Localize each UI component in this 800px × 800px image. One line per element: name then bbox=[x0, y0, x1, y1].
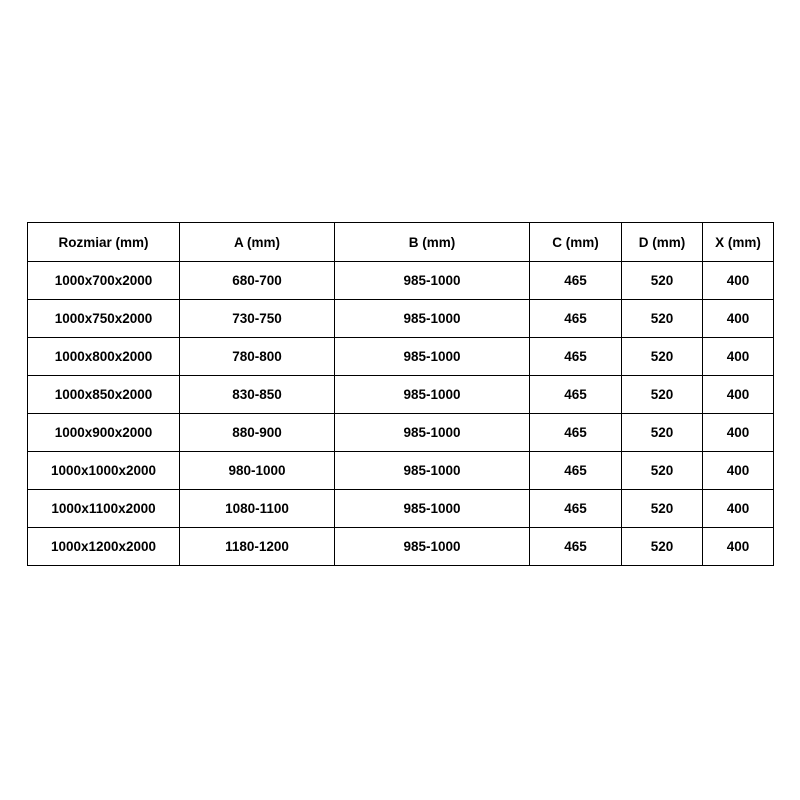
cell-b: 985-1000 bbox=[335, 414, 530, 452]
cell-d: 520 bbox=[622, 528, 703, 566]
cell-size: 1000x700x2000 bbox=[28, 262, 180, 300]
cell-b: 985-1000 bbox=[335, 376, 530, 414]
table-row bbox=[28, 452, 774, 490]
cell-size: 1000x900x2000 bbox=[28, 414, 180, 452]
column-header-size: Rozmiar (mm) bbox=[28, 223, 180, 262]
cell-size: 1000x1000x2000 bbox=[28, 452, 180, 490]
cell-b: 985-1000 bbox=[335, 338, 530, 376]
cell-x: 400 bbox=[703, 262, 774, 300]
table-header-row bbox=[28, 223, 774, 262]
cell-size: 1000x800x2000 bbox=[28, 338, 180, 376]
cell-d: 520 bbox=[622, 490, 703, 528]
cell-c: 465 bbox=[530, 262, 622, 300]
cell-c: 465 bbox=[530, 338, 622, 376]
cell-a: 830-850 bbox=[180, 376, 335, 414]
table-row bbox=[28, 376, 774, 414]
cell-size: 1000x850x2000 bbox=[28, 376, 180, 414]
table-row bbox=[28, 338, 774, 376]
table-body bbox=[28, 262, 774, 566]
cell-c: 465 bbox=[530, 452, 622, 490]
cell-c: 465 bbox=[530, 376, 622, 414]
cell-x: 400 bbox=[703, 528, 774, 566]
cell-d: 520 bbox=[622, 414, 703, 452]
cell-x: 400 bbox=[703, 414, 774, 452]
cell-d: 520 bbox=[622, 376, 703, 414]
column-header-a: A (mm) bbox=[180, 223, 335, 262]
cell-a: 1080-1100 bbox=[180, 490, 335, 528]
cell-d: 520 bbox=[622, 262, 703, 300]
cell-size: 1000x1100x2000 bbox=[28, 490, 180, 528]
table-header bbox=[28, 223, 774, 262]
cell-a: 680-700 bbox=[180, 262, 335, 300]
table-row bbox=[28, 262, 774, 300]
cell-a: 730-750 bbox=[180, 300, 335, 338]
cell-size: 1000x1200x2000 bbox=[28, 528, 180, 566]
column-header-x: X (mm) bbox=[703, 223, 774, 262]
cell-c: 465 bbox=[530, 490, 622, 528]
cell-x: 400 bbox=[703, 452, 774, 490]
table-row bbox=[28, 528, 774, 566]
cell-a: 1180-1200 bbox=[180, 528, 335, 566]
cell-c: 465 bbox=[530, 414, 622, 452]
table-row bbox=[28, 300, 774, 338]
column-header-b: B (mm) bbox=[335, 223, 530, 262]
cell-b: 985-1000 bbox=[335, 528, 530, 566]
cell-x: 400 bbox=[703, 338, 774, 376]
cell-d: 520 bbox=[622, 338, 703, 376]
table-row bbox=[28, 490, 774, 528]
cell-c: 465 bbox=[530, 300, 622, 338]
cell-b: 985-1000 bbox=[335, 490, 530, 528]
cell-x: 400 bbox=[703, 300, 774, 338]
cell-a: 980-1000 bbox=[180, 452, 335, 490]
cell-a: 880-900 bbox=[180, 414, 335, 452]
cell-b: 985-1000 bbox=[335, 452, 530, 490]
cell-size: 1000x750x2000 bbox=[28, 300, 180, 338]
cell-x: 400 bbox=[703, 490, 774, 528]
column-header-d: D (mm) bbox=[622, 223, 703, 262]
column-header-c: C (mm) bbox=[530, 223, 622, 262]
table-row bbox=[28, 414, 774, 452]
spec-table-container bbox=[27, 222, 773, 566]
cell-b: 985-1000 bbox=[335, 300, 530, 338]
cell-x: 400 bbox=[703, 376, 774, 414]
cell-c: 465 bbox=[530, 528, 622, 566]
cell-b: 985-1000 bbox=[335, 262, 530, 300]
cell-a: 780-800 bbox=[180, 338, 335, 376]
cell-d: 520 bbox=[622, 300, 703, 338]
cell-d: 520 bbox=[622, 452, 703, 490]
specification-table bbox=[27, 222, 774, 566]
